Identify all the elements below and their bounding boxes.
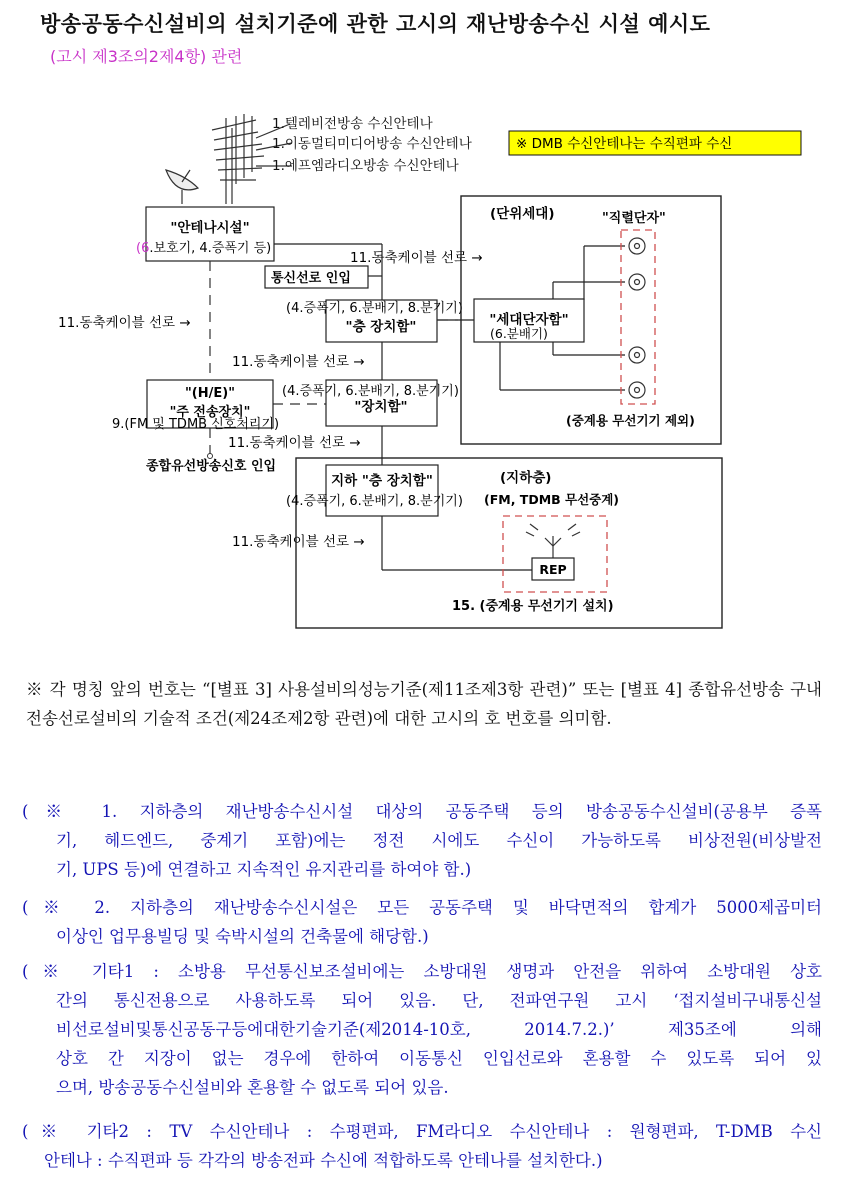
serial-jack-icon bbox=[629, 238, 645, 398]
antenna-facility-title: "안테나시설" bbox=[170, 220, 250, 236]
device-box-title: "장치함" bbox=[354, 399, 408, 415]
basement-title: (지하층) bbox=[500, 470, 552, 486]
cable-label-mid: 11.동축케이블 선로 → bbox=[232, 354, 365, 370]
antenna-label-fm: 1.에프엠라디오방송 수신안테나 bbox=[272, 158, 459, 174]
cable-label-lower: 11.동축케이블 선로 → bbox=[228, 435, 361, 451]
antenna-facility-sub: (6.보호기, 4.증폭기 등) bbox=[136, 241, 272, 256]
head-end-line1: "(H/E)" bbox=[185, 386, 235, 401]
note-etc-2: (※ 기타2 : TV 수신안테나 : 수평편파, FM라디오 수신안테나 : 원형편파, T-DMB 수신 안테나 : 수직편파 등 각각의 방송전파 수신에 적합하도록 안테나를 설치한다.) bbox=[22, 1122, 822, 1170]
household-box-sub: (6.분배기) bbox=[490, 326, 548, 341]
unit-title: (단위세대) bbox=[490, 206, 555, 222]
floor-box-parts: (4.증폭기, 6.분배기, 8.분기기) bbox=[286, 301, 463, 316]
basement-box-title: 지하 "층 장치함" bbox=[331, 473, 433, 489]
note-etc-1: (※ 기타1 : 소방용 무선통신보조설비에는 소방대원 생명과 안전을 위하여 소방대원 상호 간의 통신전용으로 사용하도록 되어 있음. 단, 전파연구원 고시 ‘접지설비구내통신설 비선로설비및통신공동구등에대한기술기준(제2014-10호, 2014.7.2.)’ 제35조에 의해 상호 간 지장이 없는 경우에 한하여 이동통신 인입선로와 혼용할 수 있도록 되어 있 으며, 방송공동수신설비와 혼용할 수 없도록 되어 있음. bbox=[22, 962, 822, 1097]
antenna-label-tv: 1.텔레비전방송 수신안테나 bbox=[272, 116, 433, 132]
repeater-antenna-icon bbox=[526, 524, 580, 558]
dmb-note: ※ DMB 수신안테나는 수직편파 수신 bbox=[516, 136, 733, 152]
page-subtitle: (고시 제3조의2제4항) 관련 bbox=[50, 47, 243, 66]
cable-tv-inlet: 종합유선방송신호 인입 bbox=[146, 459, 277, 474]
basement-install: 15. (중계용 무선기기 설치) bbox=[452, 599, 614, 614]
note-2: (※ 2. 지하층의 재난방송수신시설은 모든 공동주택 및 바닥면적의 합계가 5000제곱미터 이상인 업무용빌딩 및 숙박시설의 건축물에 해당함.) bbox=[22, 898, 822, 946]
basement-relay: (FM, TDMB 무선중계) bbox=[484, 492, 620, 507]
cable-label-left: 11.동축케이블 선로 → bbox=[58, 315, 191, 331]
antenna-label-mobile: 1.이동멀티미디어방송 수신안테나 bbox=[272, 136, 472, 152]
serial-jack-group bbox=[621, 230, 655, 404]
head-end-note: 9.(FM 및 TDMB 신호처리기) bbox=[112, 417, 280, 432]
household-box-title: "세대단자함" bbox=[489, 312, 569, 328]
page-title: 방송공동수신설비의 설치기준에 관한 고시의 재난방송수신 시설 예시도 bbox=[40, 12, 711, 36]
satellite-dish-icon bbox=[166, 170, 198, 204]
note-1: (※ 1. 지하층의 재난방송수신시설 대상의 공동주택 등의 방송공동수신설비(공용부 증폭 기, 헤드엔드, 중계기 포함)에는 정전 시에도 수신이 가능하도록 비상전원(비상발전 기, UPS 등)에 연결하고 지속적인 유지관리를 하여야 함.) bbox=[22, 802, 822, 879]
numbering-explanation: ※ 각 명칭 앞의 번호는 “[별표 3] 사용설비의성능기준(제11조제3항 관련)” 또는 [별표 4] 종합유선방송 구내전송선로설비의 기술적 조건(제24조제2항 관련)에 대한 고시의 호 번호를 의미함. bbox=[26, 680, 822, 728]
device-box-parts: (4.증폭기, 6.분배기, 8.분기기) bbox=[282, 384, 459, 399]
head-end-line2: "주 전송장치" bbox=[169, 405, 251, 420]
unit-exclusion: (중계용 무선기기 제외) bbox=[566, 413, 695, 428]
basement-box-parts: (4.증폭기, 6.분배기, 8.분기기) bbox=[286, 494, 463, 509]
floor-box-title: "층 장치함" bbox=[345, 319, 417, 335]
rep-label: REP bbox=[539, 562, 567, 577]
serial-jack-label: "직렬단자" bbox=[602, 211, 666, 226]
cable-label-top: 11.동축케이블 선로 → bbox=[350, 250, 483, 266]
comm-inlet-label: 통신선로 인입 bbox=[271, 271, 351, 286]
cable-label-basement: 11.동축케이블 선로 → bbox=[232, 534, 365, 550]
